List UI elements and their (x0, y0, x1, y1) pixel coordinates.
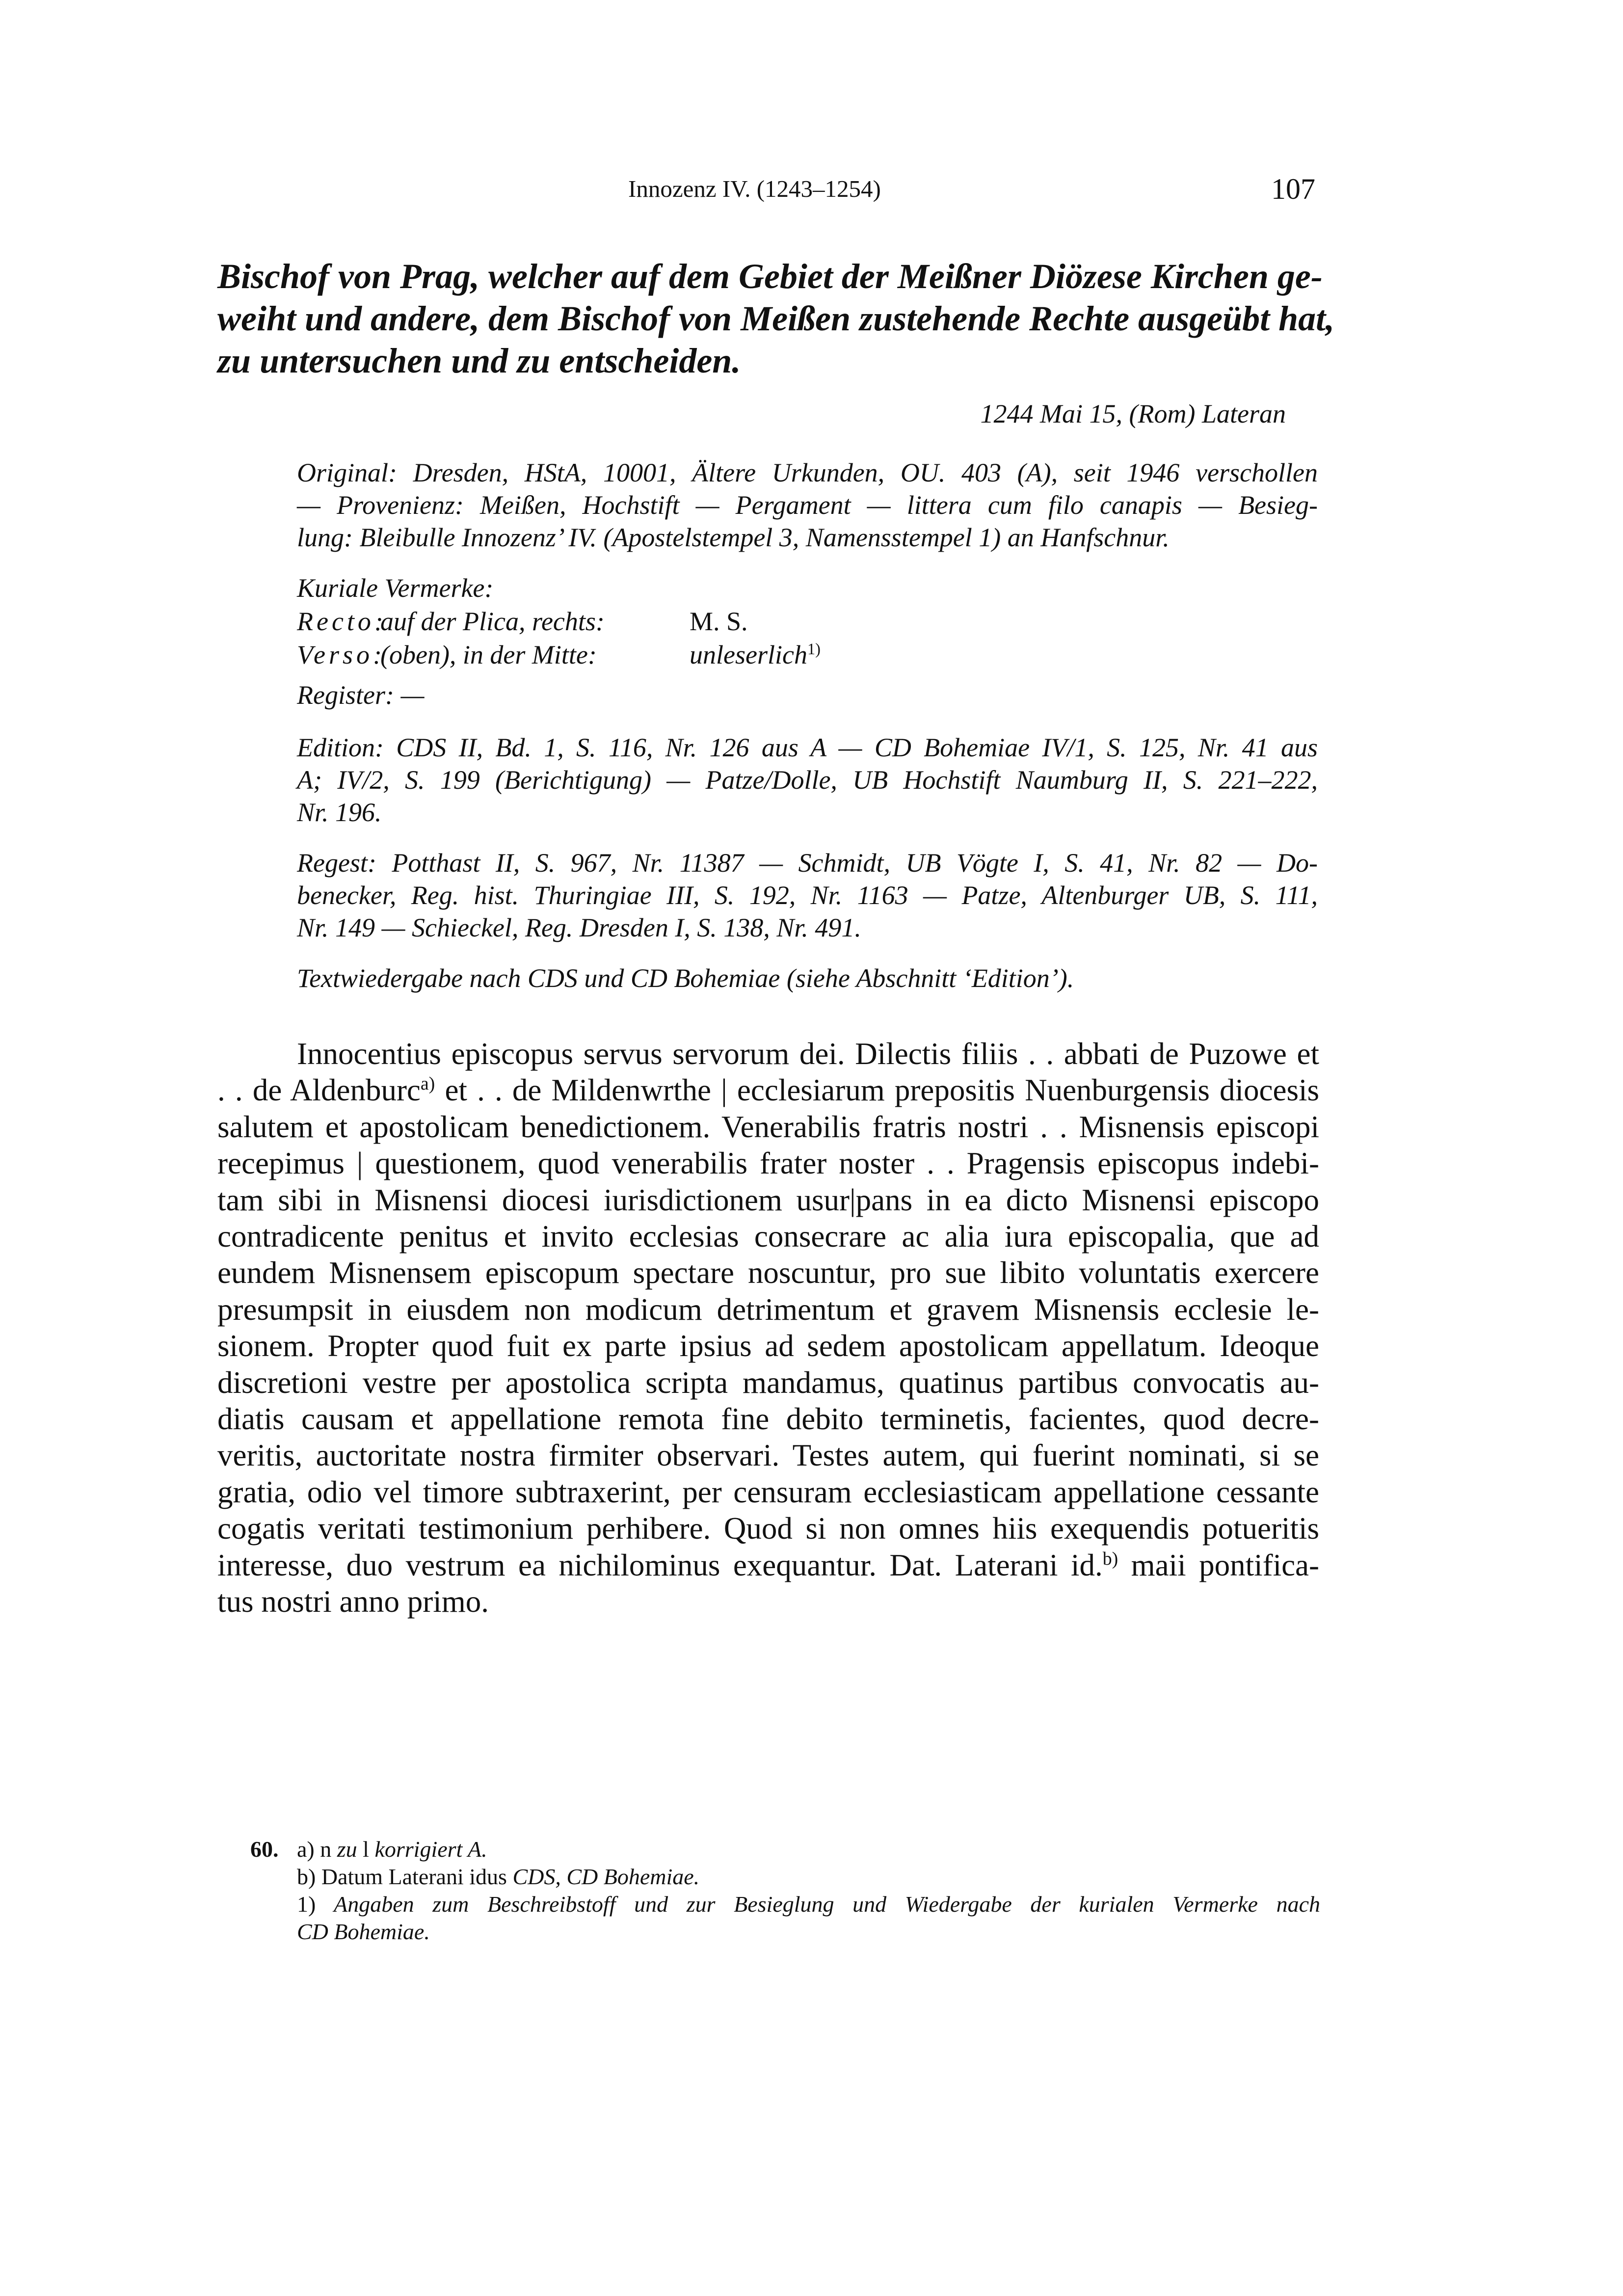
footnote-ref-b: b) (1102, 1548, 1118, 1569)
document-title (217, 255, 1335, 382)
charter-line: eundem Misnensem episcopum spectare noscuntur, pro sue libito voluntatis exercere (217, 1255, 1319, 1290)
charter-line (217, 1547, 1319, 1583)
footnote-text: n (314, 1837, 337, 1862)
textwiedergabe-line: Textwiedergabe nach CDS und CD Bohemiae (siehe Abschnitt ‘Edition’). (297, 963, 1074, 993)
charter-line: contradicente penitus et invito ecclesias consecrare ac alia iura episcopalia, que ad (217, 1219, 1319, 1254)
charter-text (217, 1036, 1319, 1620)
charter-line: recepimus | questionem, quod venerabilis frater noster . . Pragensis episcopus indebi- (217, 1146, 1319, 1181)
regest-line-1: Regest: Potthast II, S. 967, Nr. 11387 — Schmidt, UB Vögte I, S. 41, Nr. 82 — Do- (297, 848, 1318, 878)
register-line: Register: — (297, 680, 425, 710)
charter-line: tam sibi in Misnensi diocesi iurisdictionem usur|pans in ea dicto Misnensi episcopo (217, 1182, 1319, 1217)
edition-line-1: Edition: CDS II, Bd. 1, S. 116, Nr. 126 aus A — CD Bohemiae IV/1, S. 125, Nr. 41 aus (297, 733, 1318, 762)
footnote-marker: b) (297, 1864, 316, 1889)
edition-block (297, 731, 1318, 828)
verso-value-text: unleserlich (690, 640, 807, 669)
verso-value (690, 639, 821, 671)
original-description (297, 456, 1318, 554)
charter-text-segment: interesse, duo vestrum ea nichilominus exequantur. Dat. Laterani id. (217, 1548, 1103, 1582)
charter-line: presumpsit in eiusdem non modicum detrimentum et gravem Misnensis ecclesie le- (217, 1292, 1319, 1327)
title-line-3: zu untersuchen und zu entscheiden. (217, 341, 741, 380)
charter-line (217, 1072, 1319, 1108)
edition-line-3: Nr. 196. (297, 798, 382, 827)
footnote-text: korrigiert A. (374, 1837, 487, 1862)
charter-line: diatis causam et appellatione remota fine debito terminetis, facientes, quod decre- (217, 1402, 1319, 1437)
footnote-ref-a: a) (420, 1073, 435, 1095)
edition-line-2: A; IV/2, S. 199 (Berichtigung) — Patze/Dolle, UB Hochstift Naumburg II, S. 221–222, (297, 765, 1318, 795)
charter-line: gratia, odio vel timore subtraxerint, per censuram ecclesiasticam appellatione cessante (217, 1474, 1319, 1509)
charter-line: veritis, auctoritate nostra firmiter observari. Testes autem, qui fuerint nominati, si se (217, 1438, 1319, 1473)
charter-line: salutem et apostolicam benedictionem. Venerabilis fratris nostri . . Misnensis episcopi (217, 1109, 1319, 1144)
footnotes (250, 1836, 1320, 1946)
footnote-text: CDS, CD Bohemiae. (512, 1864, 700, 1889)
footnote-a (250, 1836, 1320, 1863)
kuriale-heading: Kuriale Vermerke: (297, 573, 494, 603)
regest-line-3: Nr. 149 — Schieckel, Reg. Dresden I, S. 138, Nr. 491. (297, 913, 861, 942)
footnote-marker: 1) (297, 1892, 316, 1917)
title-line-2: weiht und andere, dem Bischof von Meißen zustehende Rechte ausgeübt hat, (217, 299, 1335, 338)
original-line-2: — Provenienz: Meißen, Hochstift — Pergament — littera cum filo canapis — Besieg- (297, 490, 1318, 520)
regest-line-2: benecker, Reg. hist. Thuringiae III, S. 192, Nr. 1163 — Patze, Altenburger UB, S. 111, (297, 881, 1318, 910)
verso-location: (oben), in der Mitte: (380, 640, 597, 669)
footnote-ref-1: 1) (807, 641, 821, 658)
charter-line: tus nostri anno primo. (217, 1584, 489, 1619)
footnote-marker: a) (297, 1837, 315, 1862)
recto-label: Recto: (297, 607, 387, 636)
regest-block (297, 847, 1318, 944)
charter-line: discretioni vestre per apostolica scripta mandamus, quatinus partibus convocatis au- (217, 1365, 1319, 1400)
footnote-1 (250, 1891, 1320, 1918)
footnote-text: zu (337, 1837, 357, 1862)
original-line-3: lung: Bleibulle Innozenz’ IV. (Apostelstempel 3, Namensstempel 1) an Hanfschnur. (297, 523, 1170, 552)
recto-location: auf der Plica, rechts: (380, 607, 605, 636)
recto-value: M. S. (690, 607, 748, 636)
footnote-text: Datum Laterani idus (316, 1864, 513, 1889)
date-place: 1244 Mai 15, (Rom) Lateran (980, 399, 1286, 428)
charter-text-segment: et . . de Mildenwrthe | ecclesiarum prepositis Nuenburgensis diocesis (435, 1073, 1320, 1108)
charter-text-segment: . . de Aldenburc (217, 1073, 421, 1108)
charter-line: sionem. Propter quod fuit ex parte ipsius ad sedem apostolicam appellatum. Ideoque (217, 1329, 1319, 1363)
footnote-text: CD Bohemiae. (297, 1919, 430, 1944)
verso-label: Verso: (297, 640, 385, 669)
footnote-1-continued (250, 1918, 1320, 1946)
charter-line: cogatis veritati testimonium perhibere. Quod si non omnes hiis exequendis potueritis (217, 1511, 1319, 1546)
footnote-document-number: 60. (250, 1837, 279, 1862)
charter-line: Innocentius episcopus servus servorum dei. Dilectis filiis . . abbati de Puzowe et (297, 1037, 1319, 1071)
original-line-1: Original: Dresden, HStA, 10001, Ältere Urkunden, OU. 403 (A), seit 1946 verschollen (297, 458, 1318, 487)
footnote-text: Angaben zum Beschreibstoff und zur Besieglung und Wiedergabe der kurialen Vermerke nach (316, 1892, 1320, 1917)
charter-text-segment: maii pontifica- (1118, 1548, 1319, 1582)
page-number: 107 (1271, 173, 1315, 205)
footnote-text: l (357, 1837, 375, 1862)
title-line-1: Bischof von Prag, welcher auf dem Gebiet der Meißner Diözese Kirchen ge- (217, 257, 1323, 296)
footnote-b (250, 1863, 1320, 1891)
running-header: Innozenz IV. (1243–1254) (628, 175, 881, 202)
